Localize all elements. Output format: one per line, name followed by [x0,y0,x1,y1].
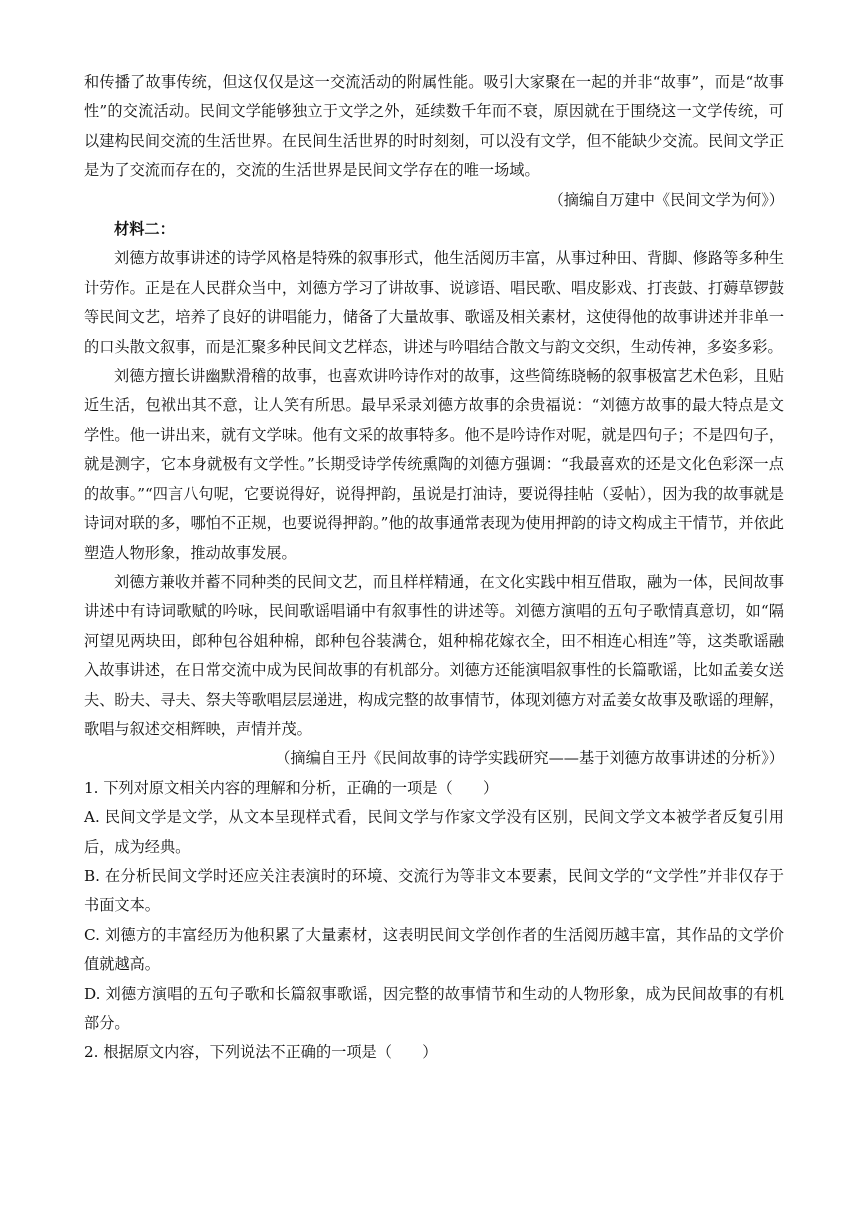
material-two-paragraph: 刘德方擅长讲幽默滑稽的故事，也喜欢讲吟诗作对的故事，这些简练晓畅的叙事极富艺术色彩，且贴近生活，包袱出其不意，让人笑有所思。最早采录刘德方故事的余贵福说：“刘德方故事的最大特点是文学性。他一讲出来，就有文学味。他有文采的故事特多。他不是吟诗作对呢，就是四句子；不是四句子，就是测字，它本身就极有文学性。”长期受诗学传统熏陶的刘德方强调：“我最喜欢的还是文化色彩深一点的故事。”“四言八句呢，它要说得好，说得押韵，虽说是打油诗，要说得挂帖（妥帖），因为我的故事就是诗词对联的多，哪怕不正规，也要说得押韵。”他的故事通常表现为使用押韵的诗文构成主干情节，并依此塑造人物形象，推动故事发展。 [84,367,784,562]
material-one-tail: 和传播了故事传统，但这仅仅是这一交流活动的附属性能。吸引大家聚在一起的并非“故事”，而是“故事性”的交流活动。民间文学能够独立于文学之外，延续数千年而不衰，原因就在于围绕这一文学传统，可以建构民间交流的生活世界。在民间生活世界的时时刻刻，可以没有文学，但不能缺少交流。民间文学正是为了交流而存在的，交流的生活世界是民间文学存在的唯一场域。 [84,73,784,180]
question-two-stem: 2. 根据原文内容，下列说法不正确的一项是（ ） [84,1043,438,1062]
source-two: （摘编自王丹《民间故事的诗学实践研究——基于刘德方故事讲述的分析》） [275,749,784,768]
question-one-option-a: A. 民间文学是文学，从文本呈现样式看，民间文学与作家文学没有区别，民间文学文本被学者反复引用后，成为经典。 [84,808,784,856]
document-page [84,68,784,1068]
material-two-heading: 材料二： [114,220,175,239]
question-one-option-b: B. 在分析民间文学时还应关注表演时的环境、交流行为等非文本要素，民间文学的“文学性”并非仅存于书面文本。 [84,866,784,915]
material-two-paragraph: 刘德方兼收并蓄不同种类的民间文艺，而且样样精通，在文化实践中相互借取，融为一体，民间故事讲述中有诗词歌赋的吟咏，民间歌谣唱诵中有叙事性的讲述等。刘德方演唱的五句子歌情真意切，如“隔河望见两块田，郎种包谷姐种棉，郎种包谷装满仓，姐种棉花嫁衣全，田不相连心相连”等，这类歌谣融入故事讲述，在日常交流中成为民间故事的有机部分。刘德方还能演唱叙事性的长篇歌谣，比如孟姜女送夫、盼夫、寻夫、祭夫等歌唱层层递进，构成完整的故事情节，体现刘德方对孟姜女故事及歌谣的理解，歌唱与叙述交相辉映，声情并茂。 [84,572,784,738]
question-one-option-d: D. 刘德方演唱的五句子歌和长篇叙事歌谣，因完整的故事情节和生动的人物形象，成为民间故事的有机部分。 [84,984,784,1032]
source-one: （摘编自万建中《民间文学为何》） [548,190,784,209]
question-one-option-c: C. 刘德方的丰富经历为他积累了大量素材，这表明民间文学创作者的生活阅历越丰富，其作品的文学价值就越高。 [84,925,784,974]
material-two-paragraph: 刘德方故事讲述的诗学风格是特殊的叙事形式，他生活阅历丰富，从事过种田、背脚、修路等多种生计劳作。正是在人民群众当中，刘德方学习了讲故事、说谚语、唱民歌、唱皮影戏、打丧鼓、打薅草锣鼓等民间文艺，培养了良好的讲唱能力，储备了大量故事、歌谣及相关素材，这使得他的故事讲述并非单一的口头散文叙事，而是汇聚多种民间文艺样态，讲述与吟唱结合散文与韵文交织，生动传神，多姿多彩。 [84,249,784,356]
question-one-stem: 1. 下列对原文相关内容的理解和分析，正确的一项是（ ） [84,778,499,797]
